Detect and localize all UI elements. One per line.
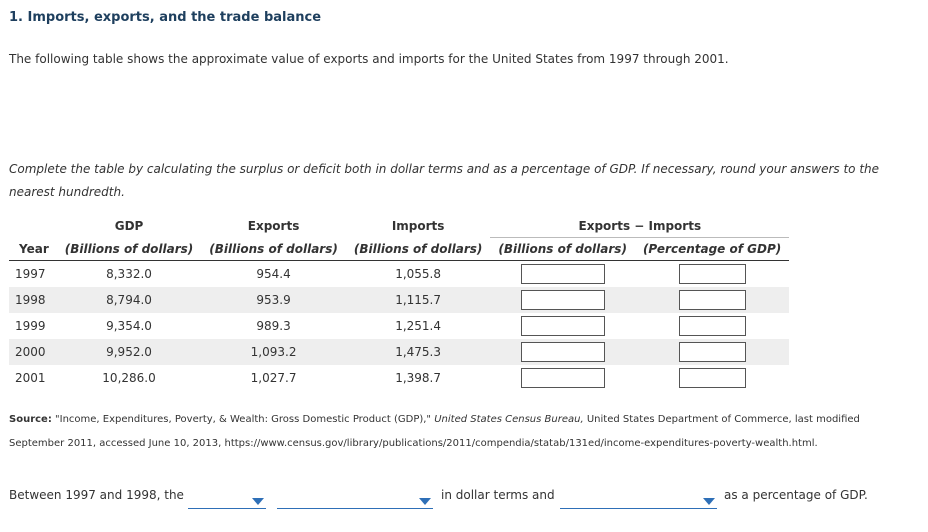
dollar-answer-input[interactable] [521, 316, 605, 336]
percent-answer-input[interactable] [679, 368, 746, 388]
exports-cell: 1,027.7 [250, 371, 297, 385]
sentence-part-3: as a percentage of GDP. [724, 488, 868, 502]
year-cell: 1998 [9, 287, 57, 313]
table-row [9, 261, 789, 288]
percent-answer-input[interactable] [679, 264, 746, 284]
exports-cell: 1,093.2 [201, 339, 346, 365]
table-row [9, 339, 789, 365]
diff-dollars-header: (Billions of dollars) [490, 238, 635, 261]
imports-cell: 1,475.3 [346, 339, 491, 365]
imports-cell: 1,398.7 [395, 371, 442, 385]
gdp-cell: 8,794.0 [57, 287, 202, 313]
chevron-down-icon [419, 498, 431, 505]
diff-pct-header: (Percentage of GDP) [635, 238, 789, 261]
imports-cell: 1,055.8 [395, 267, 442, 281]
imports-cell: 1,251.4 [395, 319, 442, 333]
year-cell: 1997 [15, 267, 46, 281]
gdp-cell: 9,354.0 [106, 319, 152, 333]
source-line-2: September 2011, accessed June 10, 2013, https://www.census.gov/library/publications/2011/compendia/statab/131ed/income-expenditures-poverty-wealth.html. [9, 438, 818, 449]
gdp-unit-header: (Billions of dollars) [57, 238, 202, 261]
percent-answer-input[interactable] [679, 316, 746, 336]
percent-value-dropdown[interactable] [560, 496, 717, 509]
imports-cell: 1,115.7 [346, 287, 491, 313]
exports-header: Exports [247, 219, 300, 234]
source-agency: United States Census Bureau, [434, 414, 584, 425]
intro-text: The following table shows the approximate value of exports and imports for the United States from 1997 through 2001. [9, 52, 729, 66]
imports-header: Imports [391, 219, 445, 234]
exports-cell: 954.4 [256, 267, 291, 281]
gdp-header: GDP [114, 219, 144, 234]
exports-cell: 989.3 [256, 319, 291, 333]
dollar-answer-input[interactable] [521, 368, 605, 388]
table-row [9, 287, 789, 313]
exports-unit-header: (Billions of dollars) [201, 238, 346, 261]
instructions-text: Complete the table by calculating the surplus or deficit both in dollar terms and as a percentage of GDP. If necessary, round your answers to the nearest hundredth. [9, 162, 880, 199]
gdp-cell: 8,332.0 [106, 267, 152, 281]
chevron-down-icon [252, 498, 264, 505]
dollar-value-dropdown[interactable] [277, 496, 433, 509]
source-text: "Income, Expenditures, Poverty, & Wealth: Gross Domestic Product (GDP)," [55, 414, 432, 425]
year-cell: 2000 [9, 339, 57, 365]
table-row [9, 313, 789, 339]
dollar-answer-input[interactable] [521, 264, 605, 284]
source-label: Source: [9, 414, 52, 425]
sentence-part-2: in dollar terms and [441, 488, 555, 502]
table-row [9, 365, 789, 391]
diff-header: Exports − Imports [490, 215, 789, 238]
year-cell: 2001 [15, 371, 46, 385]
percent-answer-input[interactable] [679, 290, 746, 310]
imports-unit-header: (Billions of dollars) [346, 238, 491, 261]
dollar-answer-input[interactable] [521, 342, 605, 362]
year-header: Year [9, 238, 57, 261]
chevron-down-icon [703, 498, 715, 505]
exports-cell: 953.9 [201, 287, 346, 313]
gdp-cell: 10,286.0 [102, 371, 156, 385]
surplus-deficit-dropdown[interactable] [188, 496, 266, 509]
dollar-answer-input[interactable] [521, 290, 605, 310]
gdp-cell: 9,952.0 [57, 339, 202, 365]
trade-table [9, 215, 789, 391]
question-title: 1. Imports, exports, and the trade balance [9, 10, 322, 25]
source-citation [9, 408, 909, 456]
source-text-2: United States Department of Commerce, last modified [586, 414, 860, 425]
sentence-part-1: Between 1997 and 1998, the [9, 488, 184, 502]
percent-answer-input[interactable] [679, 342, 746, 362]
year-cell: 1999 [15, 319, 46, 333]
